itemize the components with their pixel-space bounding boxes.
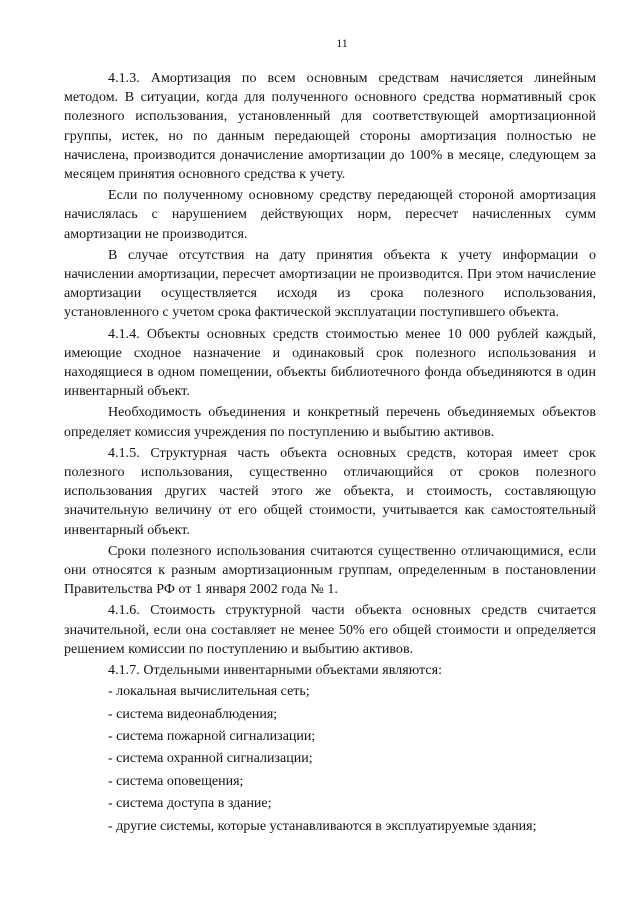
- paragraph-4-1-3: 4.1.3. Амортизация по всем основным средствам начисляется линейным методом. В ситуации, когда для полученного основного средства нормативный срок полезного использования, установленный для соответствующей амортизационной группы, истек, но по данным передающей стороны амортизация полностью не начислена, производится доначисление амортизации до 100% в месяце, следующем за месяцем принятия основного средства к учету.: [64, 71, 596, 183]
- paragraph-4-1-6: 4.1.6. Стоимость структурной части объекта основных средств считается значительной, если она составляет не менее 50% его общей стоимости и определяется решением комиссии по поступлению и выбытию активов.: [64, 603, 596, 657]
- list-item: - другие системы, которые устанавливаются в эксплуатируемые здания;: [108, 818, 537, 834]
- paragraph-recalculation-violation: Если по полученному основному средству передающей стороной амортизация начислялась с нарушением действующих норм, пересчет начисленных сумм амортизации не производится.: [64, 188, 596, 242]
- list-item: - система оповещения;: [108, 773, 244, 789]
- list-item: - система пожарной сигнализации;: [108, 729, 316, 745]
- paragraph-4-1-5: 4.1.5. Структурная часть объекта основных средств, которая имеет срок полезного использования, существенно отличающийся от сроков полезного использования других частей этого же объекта, и стоимость, составляющую значительную величину от его общей стоимости, учитывается как самостоятельный инвентарный объект.: [64, 445, 596, 538]
- page-number: 11: [336, 36, 348, 50]
- paragraph-useful-life-groups: Сроки полезного использования считаются существенно отличающимися, если они относятся к разным амортизационным группам, определенным в постановлении Правительства РФ от 1 января 2002 года № 1.: [64, 543, 596, 598]
- paragraph-4-1-7: 4.1.7. Отдельными инвентарными объектами являются:: [108, 663, 443, 679]
- list-item: - локальная вычислительная сеть;: [108, 684, 310, 700]
- list-item: - система доступа в здание;: [108, 796, 272, 812]
- paragraph-4-1-4: 4.1.4. Объекты основных средств стоимостью менее 10 000 рублей каждый, имеющие сходное назначение и одинаковый срок полезного использования и находящиеся в одном помещении, объекты библиотечного фонда объединяются в один инвентарный объект.: [64, 326, 596, 400]
- list-item: - система видеонаблюдения;: [108, 706, 278, 722]
- paragraph-combination-commission: Необходимость объединения и конкретный перечень объединяемых объектов определяет комиссия учреждения по поступлению и выбытию активов.: [64, 405, 596, 440]
- list-item: - система охранной сигнализации;: [108, 751, 313, 767]
- inventory-objects-list: [64, 682, 596, 836]
- paragraph-no-depreciation-info: В случае отсутствия на дату принятия объекта к учету информации о начислении амортизации, пересчет амортизации не производится. При этом начисление амортизации осуществляется исходя из срока полезного использования, установленного с учетом срока фактической эксплуатации поступившего объекта.: [64, 247, 596, 321]
